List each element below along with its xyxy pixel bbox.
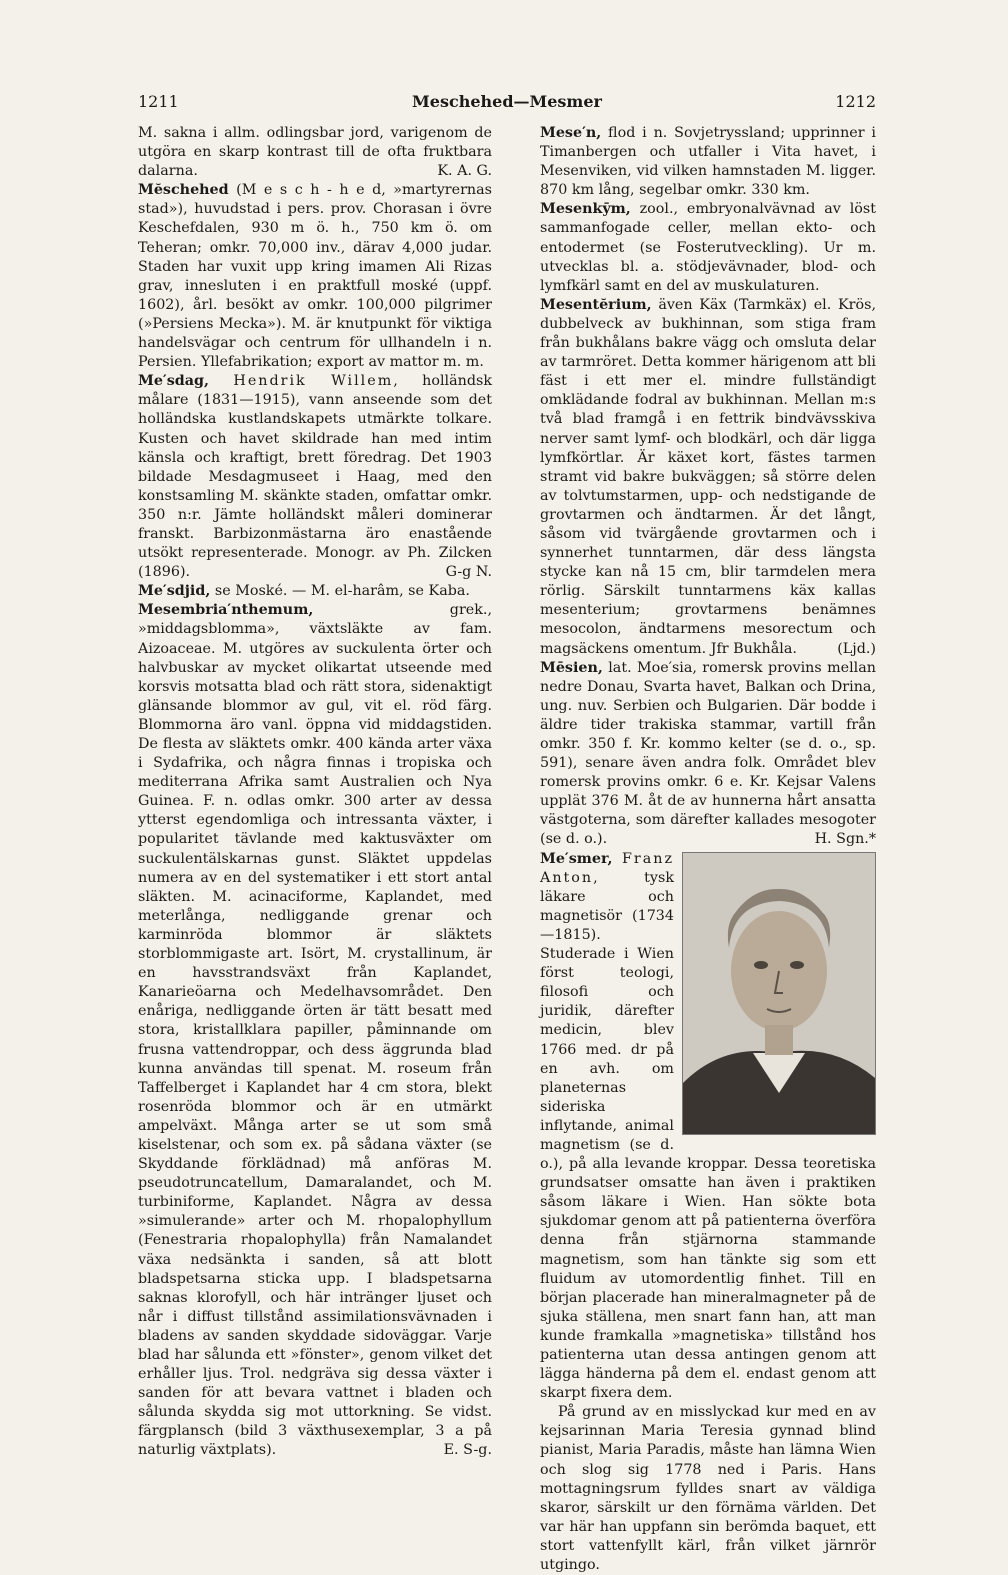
entry-paragraph: På grund av en misslyckad kur med en av kejsarinnan Maria Teresia gynnad blind pianist, Maria Paradis, måste han lämna Wien och slog sig 1778 ned i Paris. Hans mottagningsrum fylldes snart av väldiga skaror, särskilt ur den förnäma världen. Det var här han uppfann sin berömda baquet, ett stort vattenfyllt kärl, från vilket järnrör utgingo. bbox=[540, 1404, 876, 1574]
entry-text: även Käx (Tarmkäx) el. Krös, dubbelveck av bukhinnan, som stiga fram från bukhålans bakre vägg och omsluta delar av tarmröret. Detta kommer härigenom att bli fäst i ett mer el. mindre fullständigt omklädande fodral av bukhinnan. Mellan m:s två blad framgå i en fettrik bindvävsskiva nerver samt lymf- och blodkärl, och där ligga lymfkörtlar. Är käxet kort, fästes tarmen stramt vid bakre bukväggen; så större delen av tolvtumstarmen, upp- och nedstigande de grovtarmen och ändtarmen. Är det långt, såsom vid tvärgående grovtarmen och i synnerhet tunntarmen, där dess längsta stycke kan nå 15 cm, blir tarmdelen mera rörlig. Särskilt tunntarmens käx kallas mesenterium; grovtarmens benämnes mesocolon, ändtarmens mesorectum och magsäckens omentum. Jfr Bukhåla. bbox=[540, 296, 876, 657]
entry-text: se Moské. — M. el-harâm, se Kaba. bbox=[210, 583, 470, 600]
page-number-left: 1211 bbox=[138, 92, 179, 111]
headword: Mĕschehed bbox=[138, 182, 229, 199]
entry-text: zool., embryonalvävnad av löst sammanfogade celler, mellan ekto- och entodermet (se Fosterutveckling). Ur m. utvecklas bl. a. stödjevävnader, blod- och lymfkärl samt en del av muskulaturen. bbox=[540, 201, 876, 294]
entry-meschehed bbox=[138, 181, 492, 372]
entry-mesenterium bbox=[540, 296, 876, 659]
entry-text: flod i n. Sovjetryssland; upprinner i Timanbergen och utfaller i Vita havet, i Mesenviken, vid vilken hamnstaden M. ligger. 870 km lång, segelbar omkr. 330 km. bbox=[540, 125, 876, 199]
entry-text: lat. Moe′sia, romersk provins mellan nedre Donau, Svarta havet, Balkan och Drina, ung. nuv. Serbien och Bulgarien. Där bodde i äldre tider trakiska stammar, vartill från omkr. 350 f. Kr. kommo kelter (se d. o., sp. 591), senare även andra folk. Området blev romersk provins omkr. 6 e. Kr. Kejsar Valens upplät 376 M. åt de av hunnerna hårt ansatta västgoterna, som därefter kallades mesogoter (se d. o.). bbox=[540, 659, 876, 848]
author-signature: (Ljd.) bbox=[837, 640, 876, 657]
entry-text: holländsk målare (1831—1915), vann anseende som det holländska kustlandskapets utmärkte tolkare. Kusten och havet skildrade han med intim känsla och kraftigt, brett föredrag. Det 1903 bildade Mesdagmuseet i Haag, med den konstsamling M. skänkte staden, omfattar omkr. 350 n:r. Jämte holländskt måleri dominerar franskt. Barbizonmästarna äro enastående utsökt representerade. Monogr. av Ph. Zilcken (1896). bbox=[138, 373, 493, 581]
headword: Mesenkȳm, bbox=[540, 201, 631, 218]
author-signature: K. A. G. bbox=[437, 163, 492, 180]
entry-continuation bbox=[138, 124, 492, 181]
author-signature: G-g N. bbox=[445, 564, 492, 581]
entry-mesembryanthemum bbox=[138, 601, 492, 1460]
entry-mesdjid bbox=[138, 582, 492, 601]
person-name: Hendrik Willem, bbox=[208, 373, 400, 390]
entry-mesien bbox=[540, 659, 876, 850]
column-right bbox=[540, 124, 876, 1575]
headword: Mese′n, bbox=[540, 125, 602, 141]
column-left bbox=[138, 124, 492, 1461]
entry-text: grek., »middagsblomma», växtsläkte av fam. Aizoaceae. M. utgöres av suckulenta örter och halvbuskar av mycket olikartat utseende med korsvis motsatta blad och rätt stora, sidenaktigt glänsande blommor av gul, vit el. röd färg. Blommorna äro vanl. öppna vid middagstiden. De flesta av släktets omkr. 400 kända arter växa i Sydafrika, och några finnas i tropiska och mediterrana Afrika samt Australien och Nya Guinea. F. n. odlas omkr. 300 arter av dessa ytterst egendomliga och intressanta växter, i popularitet tävlande med kaktusväxter om suckulentälskarnas gunst. Släktet uppdelas numera av en del systematiker i ett stort antal släkten. M. acinaciforme, Kaplandet, med meterlånga, nedliggande grenar och karminröda blommor är släktets storblommigaste art. Isört, M. crystallinum, är en havsstrandsväxt från Kaplandet, Kanarieöarna och Medelhavsområdet. Den enåriga, nedliggande örten är tätt besatt med stora, kristallklara papiller, påminnande om frusna vattendroppar, och dess äggrunda blad kunna användas till spenat. M. roseum från Taffelberget i Kaplandet har 4 cm stora, blekt rosenröda blommor och är en utmärkt ampelväxt. Många arter se ut som små kiselstenar, och som ex. på sådana växter (se Skyddande förklädnad) må anföras M. pseudotruncatellum, Damaralandet, och M. turbiniforme, Kaplandet. Några av dessa »simulerande» arter och M. rhopalophyllum (Fenestraria rhopalophylla) från Namalandet växa nedsänkta i sanden, så att blott bladspetsarna sticka upp. I bladspetsarna saknas klorofyll, och här intränger ljuset och når i diffust tillstånd assimilationsvävnaden i bladens av sanden skyddade sidoväggar. Varje blad har sålunda ett »fönster», genom vilket det erhåller ljus. Trol. nedgräva sig dessa växter i sanden för att bevara vattnet i bladen och sålunda skydda sig mot uttorkning. Se vidst. färgplansch (bild 3 växthusexemplar, 3 a på naturlig växtplats). bbox=[138, 602, 492, 1459]
headword: Me′sdjid, bbox=[138, 583, 211, 600]
entry-text: tysk läkare och magnetisör (1734—1815). Studerade i Wien först teologi, filosofi och juridik, därefter medicin, blev 1766 med. dr på en avh. om planeternas sideriska inflytande, animal magnetism (se d. o.), på alla levande kroppar. Dessa teoretiska grundsatser omsatte han även i praktiken såsom läkare i Wien. Han sökte bota sjukdomar genom att på patienterna överföra denna från stjärnorna stammande magnetism, som han tänkte sig som ett fluidum av utomordentlig finhet. Till en början placerade han mineralmagneter på de sjuka ställena, men snart fann han, att man kunde framkalla »magnetiska» tillstånd hos patienterna utan dessa antingen genom att lägga händerna på dem el. endast genom att skarpt fixera dem. bbox=[540, 869, 876, 1402]
page-header bbox=[138, 92, 876, 114]
author-signature: E. S-g. bbox=[443, 1442, 492, 1459]
entry-mesmer bbox=[540, 850, 876, 1575]
headword: Mesembria′nthemum, bbox=[138, 602, 314, 619]
headword: Me′sdag, bbox=[138, 373, 209, 390]
entry-text: M. sakna i allm. odlingsbar jord, varigenom de utgöra en skarp kontrast till de ofta fruktbara dalarna. bbox=[138, 125, 492, 180]
headword: Me′smer, bbox=[540, 850, 613, 867]
entry-text: (M e s c h - h e d, »martyrernas stad»), huvudstad i pers. prov. Chorasan i övre Keschefdalen, 930 m ö. h., 750 km ö. om Teheran; omkr. 70,000 inv., därav 4,000 judar. Staden har vuxit upp kring imamen Ali Rizas grav, innesluten i en praktfull moské (uppf. 1602), årl. besökt av omkr. 100,000 pilgrimer (»Persiens Mecka»). M. är knutpunkt för viktiga handelsvägar och centrum för ullhandeln i n. Persien. Yllefabrikation; export av mattor m. m. bbox=[138, 182, 492, 371]
headword: Mesentĕrium, bbox=[540, 296, 652, 313]
running-title: Meschehed—Mesmer bbox=[412, 92, 602, 111]
portrait-drawing bbox=[683, 853, 875, 1134]
entry-mesenkym bbox=[540, 200, 876, 295]
person-name: Franz Anton, bbox=[540, 850, 674, 886]
page-number-right: 1212 bbox=[835, 92, 876, 111]
author-signature: H. Sgn.* bbox=[814, 831, 876, 848]
entry-mesen bbox=[540, 124, 876, 200]
mesmer-portrait-image bbox=[682, 852, 876, 1135]
headword: Mēsien, bbox=[540, 659, 603, 676]
entry-mesdag bbox=[138, 372, 492, 582]
